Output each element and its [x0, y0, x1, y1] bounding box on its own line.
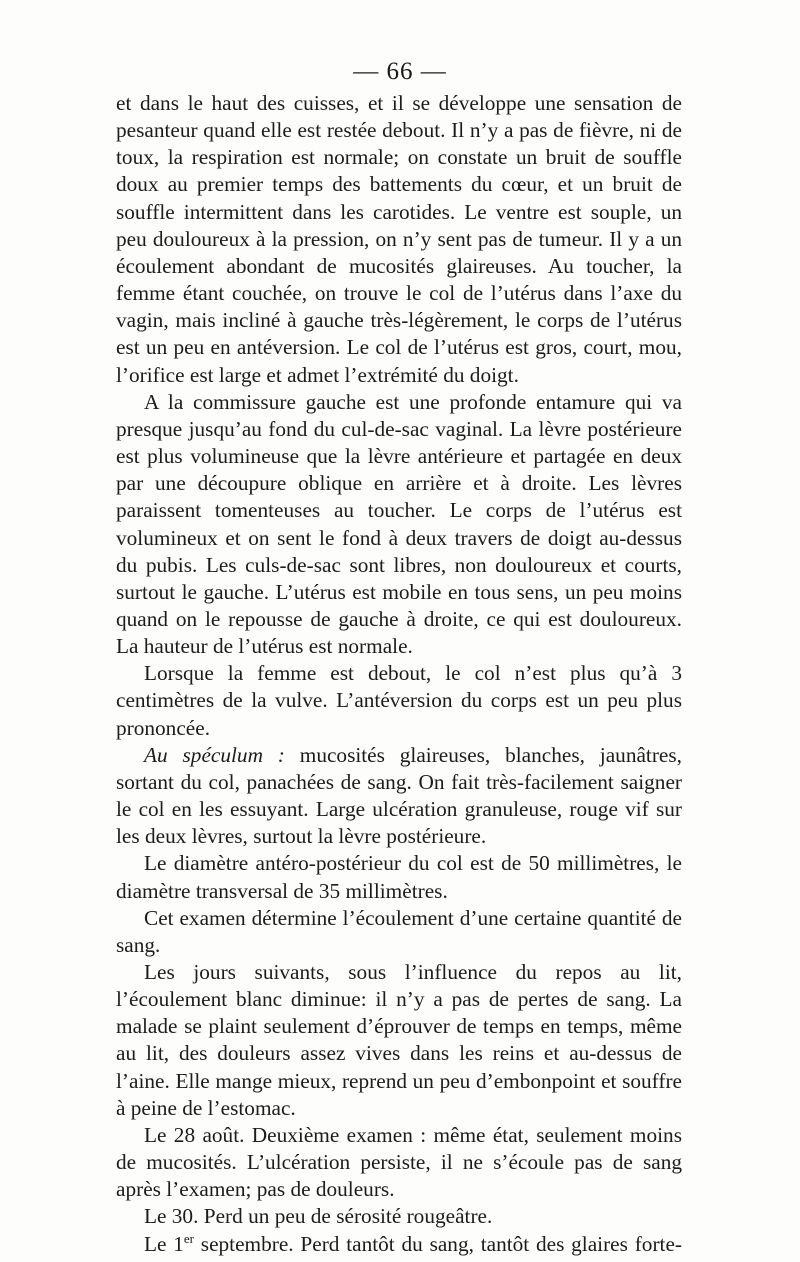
body-text [116, 90, 682, 1258]
paragraph-9: Le 30. Perd un peu de sérosité rougeâtre. [144, 1204, 493, 1229]
page-number: — 66 — [353, 58, 447, 85]
paragraph-8: Le 28 août. Deuxième examen : même état, seulement moins de mucosités. L’ulcération persiste, il ne s’écoule pas de sang après l’examen; pas de douleurs. [116, 1122, 682, 1202]
paragraph-2: A la commissure gauche est une profonde entamure qui va presque jusqu’au fond du cul-de-sac vaginal. La lèvre postérieure est plus volumineuse que la lèvre antérieure et partagée en deux par une découpure oblique en arrière et à droite. Les lèvres paraissent tomenteuses au toucher. Le corps de l’utérus est volumineux et on sent le fond à deux travers de doigt au-dessus du pubis. Les culs-de-sac sont libres, non douloureux et courts, surtout le gauche. L’utérus est mobile en tous sens, un peu moins quand on le repousse de gauche à droite, ce qui est douloureux. La hauteur de l’utérus est normale. [116, 389, 682, 659]
paragraph-4-text: mucosités glaireuses, blanches, jaunâtres, sortant du col, panachées de sang. On fait très-facilement saigner le col en les essuyant. Large ulcération granuleuse, rouge vif sur les deux lèvres, surtout la lèvre postérieure. [116, 742, 682, 849]
date-rest: septembre. Perd tantôt du sang, tantôt des glaires forte- [194, 1231, 682, 1256]
paragraph-5: Le diamètre antéro-postérieur du col est de 50 millimètres, le diamètre transversal de 35 millimètres. [116, 851, 682, 903]
ordinal-superscript: er [183, 1230, 194, 1246]
date-prefix: Le 1 [144, 1231, 184, 1256]
paragraph-10 [116, 1231, 682, 1258]
paragraph-7: Les jours suivants, sous l’influence du repos au lit, l’écoulement blanc diminue: il n’y a pas de pertes de sang. La malade se plaint seulement d’éprouver de temps en temps, même au lit, des douleurs assez vives dans les reins et au-dessus de l’aine. Elle mange mieux, reprend un peu d’embonpoint et souffre à peine de l’estomac. [116, 960, 682, 1120]
paragraph-1: et dans le haut des cuisses, et il se développe une sensation de pesanteur quand elle est restée debout. Il n’y a pas de fièvre, ni de toux, la respiration est normale; on constate un bruit de souffle doux au premier temps des battements du cœur, et un bruit de souffle intermittent dans les carotides. Le ventre est souple, un peu douloureux à la pression, on n’y sent pas de tumeur. Il y a un écoulement abondant de mucosités glaireuses. Au toucher, la femme étant couchée, on trouve le col de l’utérus dans l’axe du vagin, mais incliné à gauche très-légèrement, le corps de l’utérus est un peu en antéversion. Le col de l’utérus est gros, court, mou, l’orifice est large et admet l’extrémité du doigt. [116, 91, 682, 387]
speculum-label: Au spéculum : [144, 742, 285, 767]
paragraph-4 [116, 742, 682, 851]
paragraph-3: Lorsque la femme est debout, le col n’est plus qu’à 3 centimètres de la vulve. L’antéversion du corps est un peu plus prononcée. [116, 661, 682, 740]
paragraph-6: Cet examen détermine l’écoulement d’une certaine quantité de sang. [116, 905, 682, 957]
